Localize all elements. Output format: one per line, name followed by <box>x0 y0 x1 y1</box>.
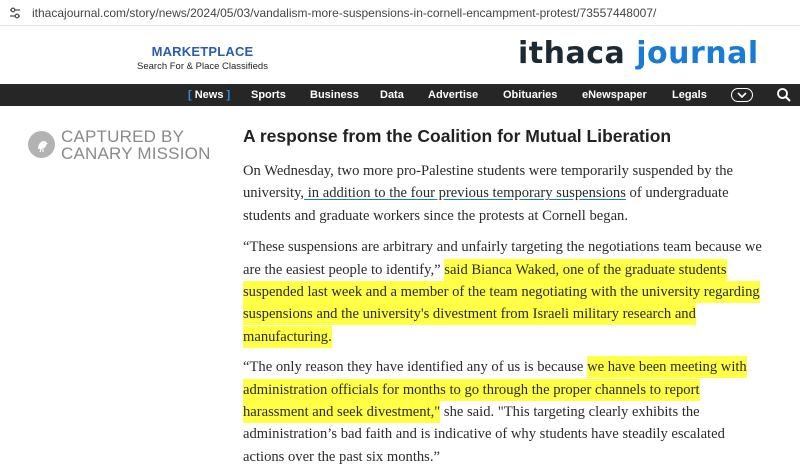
nav-item-legals[interactable]: Legals <box>672 89 707 101</box>
url-text[interactable]: ithacajournal.com/story/news/2024/05/03/vandalism-more-suspensions-in-cornell-encampment-protest/73557448007/ <box>32 5 657 20</box>
marketplace-title[interactable]: MARKETPLACE <box>151 44 254 59</box>
section-headline: A response from the Coalition for Mutual Liberation <box>243 126 672 146</box>
search-icon <box>776 87 792 103</box>
p2-text-plain: “These suspensions are arbitrary and unfairly targeting the negotiations team because we are the easiest people to identify,” <box>243 239 762 278</box>
active-bracket-right: ] <box>226 89 231 101</box>
chevron-down-icon <box>737 92 747 98</box>
marketplace-subtitle[interactable]: Search For & Place Classifieds <box>137 61 268 72</box>
marketplace-link[interactable] <box>130 44 275 72</box>
p2-highlight: said Bianca Waked, one of the graduate students suspended last week and a member of the team negotiating with the university regarding suspensions and the university's divestment from Israeli military research and manufacturing. <box>243 259 760 348</box>
address-bar[interactable] <box>0 0 800 26</box>
article-paragraph-3 <box>243 356 763 466</box>
p3-text-after: she said. "This targeting clearly exhibits the administration’s bad faith and is indicative of why students have steadily escalated actions over the past six months.” <box>243 404 725 465</box>
nav-item-sports[interactable]: Sports <box>251 89 286 101</box>
active-bracket-left: [ <box>188 89 192 101</box>
nav-item-obituaries[interactable]: Obituaries <box>503 89 558 101</box>
watermark-line-1: CAPTURED BY <box>61 127 185 146</box>
logo-part-ithaca: ithaca <box>518 36 626 71</box>
nav-item-news-label: News <box>194 89 224 101</box>
p3-highlight: we have been meeting with administration officials for months to go through the proper channels to report harassment and seek divestment," <box>243 356 747 423</box>
p1-text-after: of undergraduate students and graduate workers since the protests at Cornell began. <box>243 185 729 224</box>
nav-item-enewspaper[interactable]: eNewspaper <box>582 89 647 101</box>
search-button[interactable] <box>776 87 792 103</box>
more-menu-button[interactable] <box>731 88 753 102</box>
nav-item-data[interactable]: Data <box>380 89 404 101</box>
p3-text-before: “The only reason they have identified any of us is because <box>243 359 588 376</box>
tune-icon[interactable] <box>8 6 22 20</box>
nav-item-advertise[interactable]: Advertise <box>428 89 479 101</box>
article-paragraph-2 <box>243 236 763 348</box>
nav-item-news[interactable] <box>188 89 230 101</box>
watermark-line-2: CANARY MISSION <box>61 144 211 163</box>
main-nav <box>0 84 800 106</box>
article-body <box>243 124 763 466</box>
article-paragraph-1 <box>243 160 763 227</box>
canary-mission-watermark <box>28 128 211 162</box>
ithaca-journal-logo[interactable] <box>518 36 759 71</box>
site-header <box>0 26 800 84</box>
p1-text-before: On Wednesday, two more pro-Palestine students were temporarily suspended by the university, <box>243 163 734 202</box>
nav-item-business[interactable]: Business <box>310 89 359 101</box>
canary-bird-icon <box>28 131 55 158</box>
logo-part-journal: journal <box>636 36 759 71</box>
suspensions-link[interactable]: in addition to the four previous temporary suspensions <box>304 185 626 202</box>
